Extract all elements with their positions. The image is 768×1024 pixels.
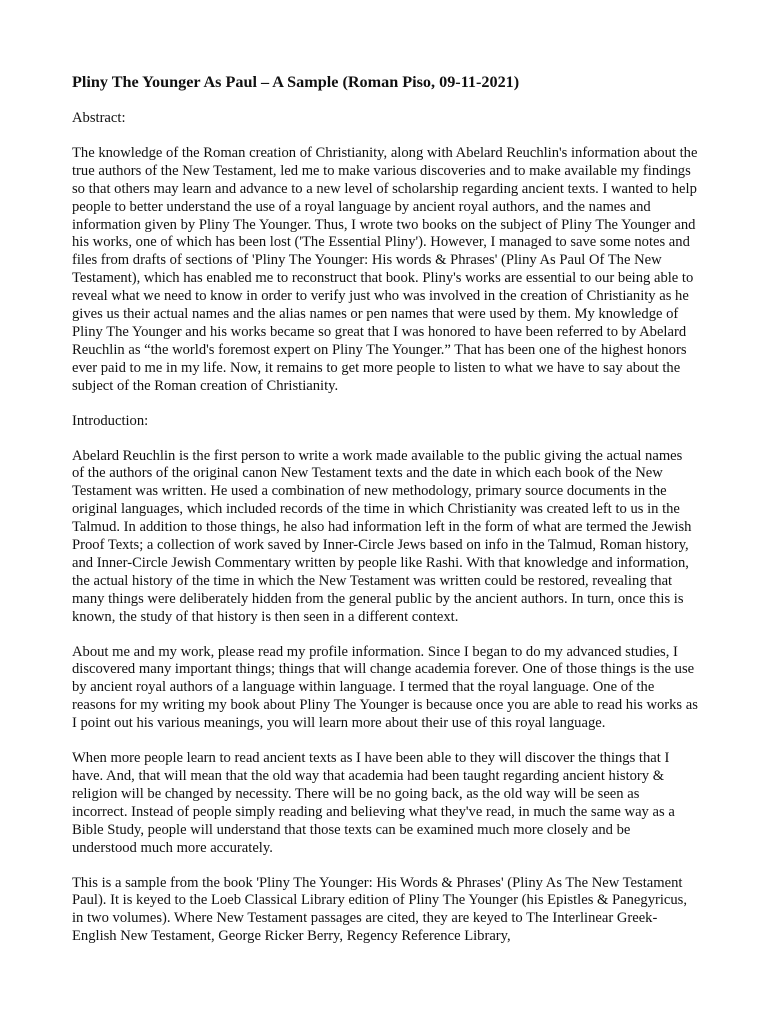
document-title: Pliny The Younger As Paul – A Sample (Roman Piso, 09-11-2021)	[72, 73, 520, 91]
abstract-paragraph: The knowledge of the Roman creation of Christianity, along with Abelard Reuchlin's information about the true authors of the New Testament, led me to make various discoveries and to make available my findings so that others may learn and advance to a new level of scholarship regarding ancient texts. I wanted to help people to better understand the use of a royal language by ancient royal authors, and the names and information given by Pliny The Younger. Thus, I wrote two books on the subject of Pliny The Younger and his works, one of which has been lost ('The Essential Pliny'). However, I managed to save some notes and files from drafts of sections of 'Pliny The Younger: His words & Phrases' (Pliny As Paul Of The New Testament), which has enabled me to reconstruct that book. Pliny's works are essential to our being able to reveal what we need to know in order to verify just who was involved in the creation of Christianity as he gives us their actual names and the alias names or pen names that were used by them. My knowledge of Pliny The Younger and his works became so great that I was honored to have been referred to by Abelard Reuchlin as “the world's foremost expert on Pliny The Younger.” That has been one of the highest honors ever paid to me in my life. Now, it remains to get more people to listen to what we have to say about the subject of the Roman creation of Christianity.	[72, 144, 698, 394]
abstract-heading: Abstract:	[72, 110, 126, 126]
document-page	[72, 72, 698, 963]
intro-paragraph-4: This is a sample from the book 'Pliny The Younger: His Words & Phrases' (Pliny As The New Testament Paul). It is keyed to the Loeb Classical Library edition of Pliny The Younger (his Epistles & Panegyricus, in two volumes). Where New Testament passages are cited, they are keyed to The Interlinear Greek-English New Testament, George Ricker Berry, Regency Reference Library,	[72, 874, 688, 945]
introduction-heading: Introduction:	[72, 412, 149, 429]
intro-paragraph-2: About me and my work, please read my profile information. Since I began to do my advanced studies, I discovered many important things; things that will change academia forever. One of those things is the use by ancient royal authors of a language within language. I termed that the royal language. One of the reasons for my writing my book about Pliny The Younger is because once you are able to read his works as I point out his various meanings, you will learn more about their use of this royal language.	[72, 643, 698, 732]
intro-paragraph-3: When more people learn to read ancient texts as I have been able to they will discover the things that I have. And, that will mean that the old way that academia had been taught regarding ancient history & religion will be changed by necessity. There will be no going back, as the old way will be seen as incorrect. Instead of people simply reading and believing what they've read, in much the same way as a Bible Study, people will understand that those texts can be examined much more closely and be understood much more accurately.	[72, 750, 675, 856]
intro-paragraph-1: Abelard Reuchlin is the first person to write a work made available to the public giving the actual names of the authors of the original canon New Testament texts and the date in which each book of the New Testament was written. He used a combination of new methodology, primary source documents in the original languages, which included records of the time in which Christianity was created left to us in the Talmud. In addition to those things, he also had information left in the form of what are termed the Jewish Proof Texts; a collection of work saved by Inner-Circle Jews based on info in the Talmud, Roman history, and Inner-Circle Jewish Commentary written by people like Rashi. With that knowledge and information, the actual history of the time in which the New Testament was written could be restored, revealing that many things were deliberately hidden from the general public by the ancient authors. In turn, once this is known, the study of that history is then seen in a different context.	[72, 447, 692, 625]
